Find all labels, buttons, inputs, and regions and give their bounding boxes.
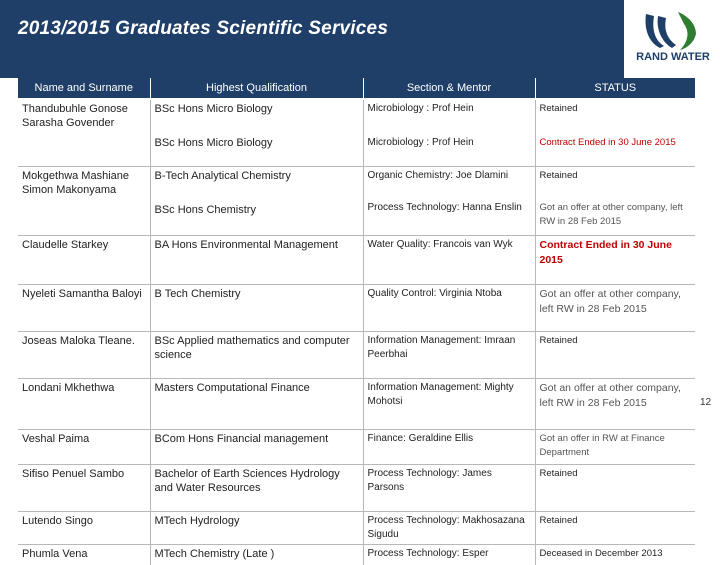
section-cell: Process Technology: James Parsons <box>363 465 535 512</box>
status-text: Contract Ended in 30 June 2015 <box>540 137 676 148</box>
section-cell: Quality Control: Virginia Ntoba <box>363 285 535 332</box>
qualification-text: B-Tech Analytical Chemistry <box>155 170 291 182</box>
qualification-cell: Masters Computational Finance <box>150 379 363 430</box>
qualification-cell: BCom Hons Financial management <box>150 430 363 465</box>
name-cell: Veshal Paima <box>18 430 150 465</box>
status-text: Retained <box>540 103 578 114</box>
name-cell <box>18 167 150 236</box>
table-row <box>18 545 695 565</box>
status-text: Got an offer at other company, left RW in 28 Feb 2015 <box>540 202 683 227</box>
status-text: Got an offer in RW at Finance Department <box>540 433 665 458</box>
title-banner <box>0 0 624 78</box>
table-row <box>18 236 695 285</box>
name-cell: Claudelle Starkey <box>18 236 150 285</box>
graduate-name: Mokgethwa Mashiane <box>22 170 129 182</box>
table-row <box>18 379 695 430</box>
table-row <box>18 430 695 465</box>
qualification-cell: BSc Applied mathematics and computer science <box>150 332 363 379</box>
section-text: Microbiology : Prof Hein <box>368 137 474 148</box>
qualification-cell: B Tech Chemistry <box>150 285 363 332</box>
column-header-section: Section & Mentor <box>363 78 535 99</box>
section-cell: Water Quality: Francois van Wyk <box>363 236 535 285</box>
section-cell: Finance: Geraldine Ellis <box>363 430 535 465</box>
section-cell: Information Management: Imraan Peerbhai <box>363 332 535 379</box>
rand-water-logo <box>624 0 720 78</box>
graduate-name: Thandubuhle Gonose <box>22 103 128 115</box>
page-number: 12 <box>700 397 711 408</box>
wave-logo-icon <box>638 10 704 52</box>
status-cell <box>535 236 695 285</box>
status-text: Got an offer at other company, left RW in 28 Feb 2015 <box>540 288 681 315</box>
graduate-name: Sarasha Govender <box>22 117 114 129</box>
section-cell: Information Management: Mighty Mohotsi <box>363 379 535 430</box>
section-cell: Process Technology: Makhosazana Sigudu <box>363 512 535 545</box>
column-header-name: Name and Surname <box>18 78 150 99</box>
qualification-cell <box>150 99 363 167</box>
column-header-status: STATUS <box>535 78 695 99</box>
page-title: 2013/2015 Graduates Scientific Services <box>18 18 388 40</box>
name-cell: Sifiso Penuel Sambo <box>18 465 150 512</box>
qualification-cell: BA Hons Environmental Management <box>150 236 363 285</box>
name-cell <box>18 99 150 167</box>
table-row <box>18 285 695 332</box>
column-header-qualification: Highest Qualification <box>150 78 363 99</box>
section-text: Organic Chemistry: Joe Dlamini <box>368 170 509 181</box>
table-row <box>18 167 695 236</box>
status-cell <box>535 167 695 236</box>
status-text: Contract Ended in 30 June 2015 <box>540 239 672 266</box>
table-header-row <box>18 78 695 99</box>
graduates-table <box>18 78 695 565</box>
status-cell: Retained <box>535 332 695 379</box>
qualification-text: BSc Hons Micro Biology <box>155 103 273 115</box>
section-text: Microbiology : Prof Hein <box>368 103 474 114</box>
status-cell <box>535 430 695 465</box>
qualification-cell: MTech Chemistry (Late ) <box>150 545 363 565</box>
name-cell: Londani Mkhethwa <box>18 379 150 430</box>
status-cell: Deceased in December 2013 <box>535 545 695 565</box>
qualification-cell <box>150 167 363 236</box>
section-cell <box>363 99 535 167</box>
qualification-text: BSc Hons Chemistry <box>155 204 256 216</box>
name-cell: Phumla Vena <box>18 545 150 565</box>
name-cell: Nyeleti Samantha Baloyi <box>18 285 150 332</box>
name-cell: Joseas Maloka Tleane. <box>18 332 150 379</box>
logo-text: RAND WATER <box>626 51 720 63</box>
status-text: Got an offer at other company, left RW in 28 Feb 2015 <box>540 382 681 409</box>
status-cell: Retained <box>535 465 695 512</box>
qualification-cell: MTech Hydrology <box>150 512 363 545</box>
name-cell: Lutendo Singo <box>18 512 150 545</box>
status-cell: Retained <box>535 512 695 545</box>
status-cell <box>535 285 695 332</box>
section-text: Process Technology: Hanna Enslin <box>368 202 522 213</box>
status-text: Retained <box>540 170 578 181</box>
table-row <box>18 99 695 167</box>
table-row <box>18 465 695 512</box>
section-cell <box>363 167 535 236</box>
qualification-text: BSc Hons Micro Biology <box>155 137 273 149</box>
graduate-name: Simon Makonyama <box>22 184 116 196</box>
status-cell <box>535 379 695 430</box>
qualification-cell: Bachelor of Earth Sciences Hydrology and Water Resources <box>150 465 363 512</box>
section-cell: Process Technology: Esper <box>363 545 535 565</box>
table-row <box>18 332 695 379</box>
status-cell <box>535 99 695 167</box>
